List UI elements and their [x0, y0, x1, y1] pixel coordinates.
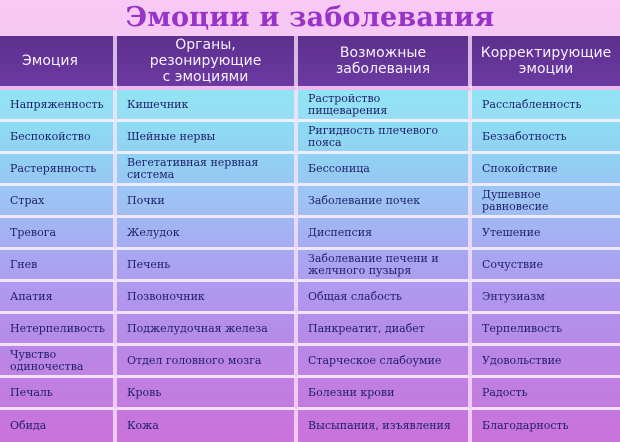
table-cell-emotion: Печаль	[0, 378, 117, 410]
emotions-table	[0, 36, 620, 442]
table-cell-corrective: Удовольствие	[472, 346, 620, 378]
table-cell-corrective: Расслабленность	[472, 90, 620, 122]
table-cell-organ: Кровь	[117, 378, 298, 410]
table-cell-organ: Кишечник	[117, 90, 298, 122]
table-cell-disease: Заболевание печени и желчного пузыря	[298, 250, 472, 282]
table-cell-organ: Отдел головного мозга	[117, 346, 298, 378]
header-organs: Органы, резонирующие с эмоциями	[117, 36, 298, 90]
table-cell-disease: Старческое слабоумие	[298, 346, 472, 378]
table-cell-organ: Позвоночник	[117, 282, 298, 314]
table-cell-disease: Высыпания, изъявления	[298, 410, 472, 442]
page-title: Эмоции и заболевания	[125, 2, 495, 33]
table-cell-disease: Ригидность плечевого пояса	[298, 122, 472, 154]
table-cell-emotion: Чувство одиночества	[0, 346, 117, 378]
table-cell-disease: Диспепсия	[298, 218, 472, 250]
table-cell-emotion: Нетерпеливость	[0, 314, 117, 346]
table-cell-organ: Поджелудочная железа	[117, 314, 298, 346]
table-cell-disease: Общая слабость	[298, 282, 472, 314]
table-cell-disease: Болезни крови	[298, 378, 472, 410]
table-cell-emotion: Беспокойство	[0, 122, 117, 154]
table-cell-organ: Вегетативная нервная система	[117, 154, 298, 186]
table-cell-organ: Кожа	[117, 410, 298, 442]
table-cell-organ: Шейные нервы	[117, 122, 298, 154]
table-cell-corrective: Благодарность	[472, 410, 620, 442]
table-cell-organ: Желудок	[117, 218, 298, 250]
table-cell-emotion: Напряженность	[0, 90, 117, 122]
table-cell-corrective: Душевное равновесие	[472, 186, 620, 218]
header-emotion: Эмоция	[0, 36, 117, 90]
table-cell-corrective: Беззаботность	[472, 122, 620, 154]
table-cell-corrective: Утешение	[472, 218, 620, 250]
header-diseases: Возможные заболевания	[298, 36, 472, 90]
table-cell-organ: Печень	[117, 250, 298, 282]
table-cell-corrective: Терпеливость	[472, 314, 620, 346]
table-cell-organ: Почки	[117, 186, 298, 218]
table-cell-disease: Заболевание почек	[298, 186, 472, 218]
table-cell-emotion: Растерянность	[0, 154, 117, 186]
table-cell-corrective: Спокойствие	[472, 154, 620, 186]
table-cell-emotion: Обида	[0, 410, 117, 442]
table-cell-emotion: Апатия	[0, 282, 117, 314]
header-corrective: Корректирующие эмоции	[472, 36, 620, 90]
table-cell-corrective: Радость	[472, 378, 620, 410]
table-cell-disease: Бессоница	[298, 154, 472, 186]
table-cell-disease: Панкреатит, диабет	[298, 314, 472, 346]
table-cell-emotion: Гнев	[0, 250, 117, 282]
table-cell-corrective: Сочуствие	[472, 250, 620, 282]
table-cell-corrective: Энтузиазм	[472, 282, 620, 314]
table-cell-emotion: Страх	[0, 186, 117, 218]
table-cell-disease: Растройство пищеварения	[298, 90, 472, 122]
table-cell-emotion: Тревога	[0, 218, 117, 250]
